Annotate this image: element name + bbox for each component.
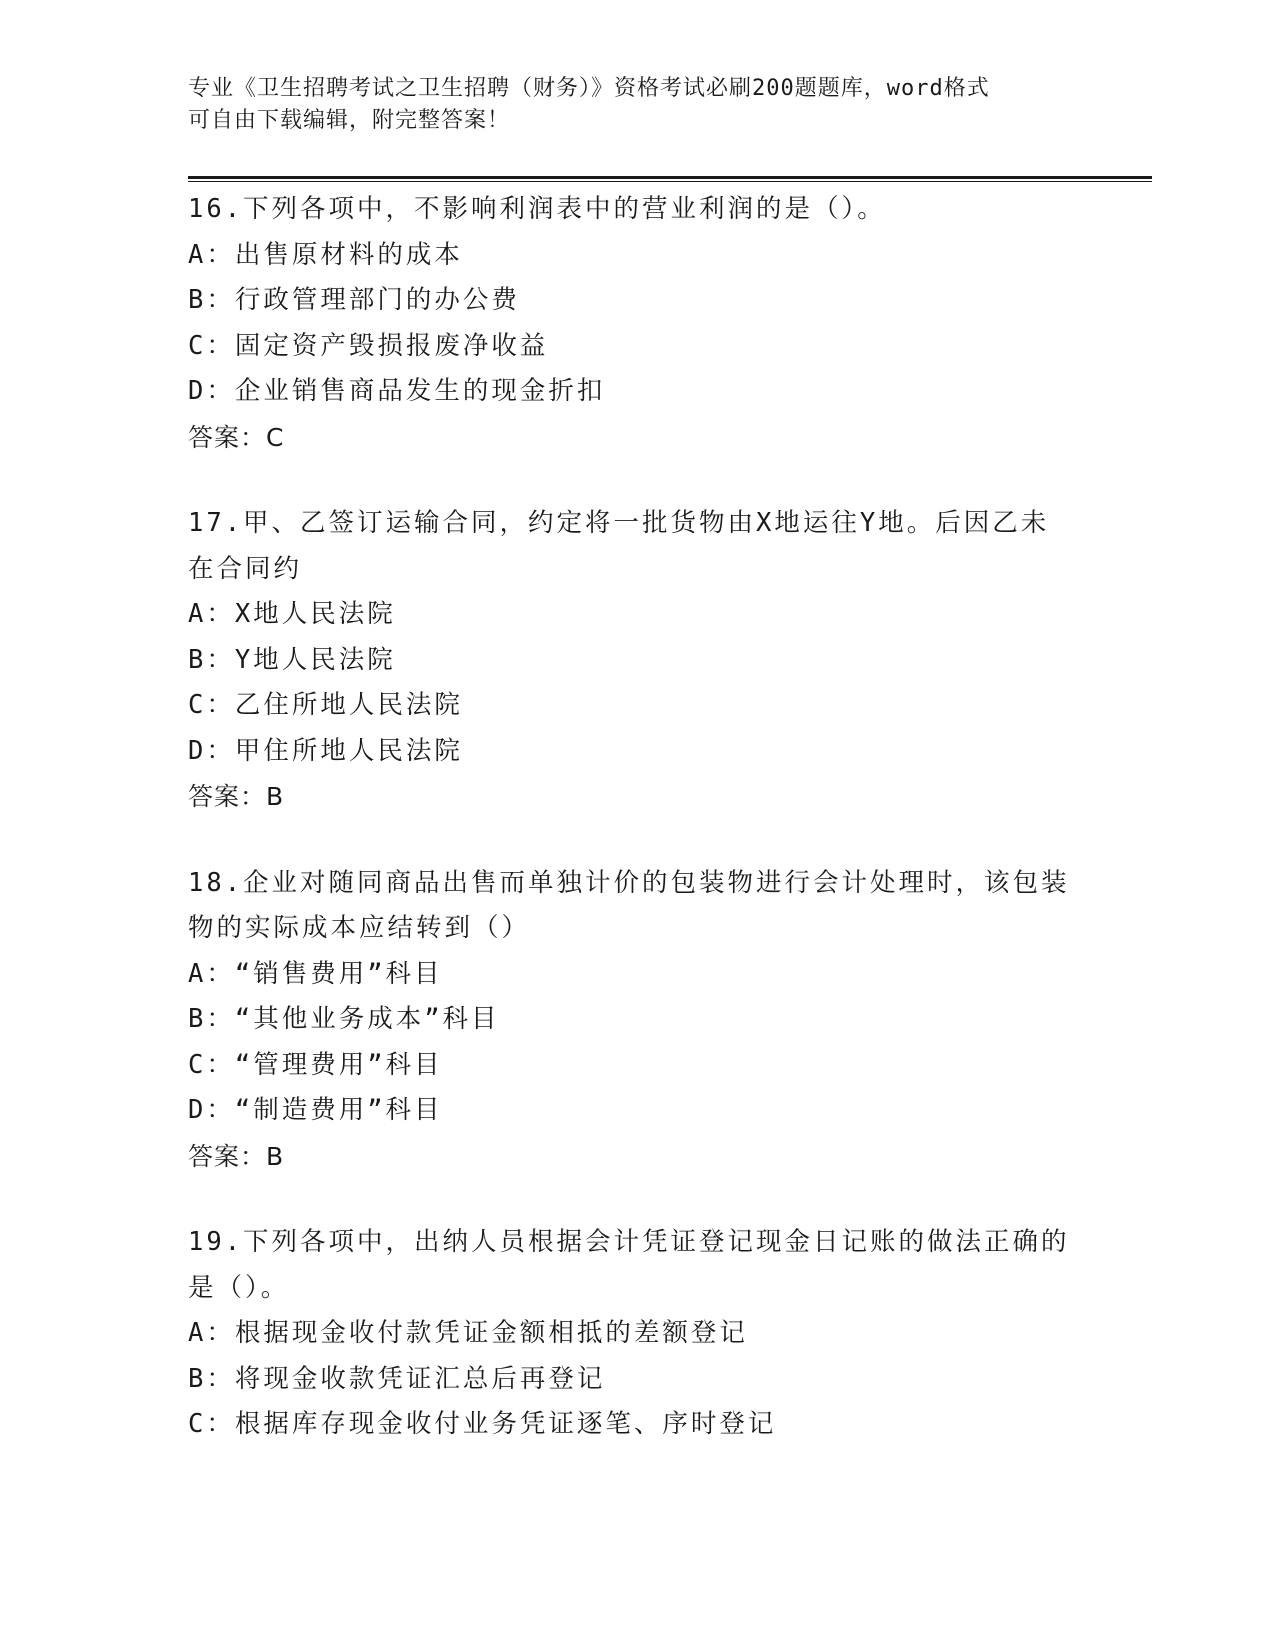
option-b: B：Y地人民法院 [188,644,396,675]
question-stem: 18.企业对随同商品出售而单独计价的包装物进行会计处理时，该包装 [188,867,1070,898]
option-d: D：甲住所地人民法院 [188,735,463,766]
question-stem: 19.下列各项中，出纳人员根据会计凭证登记现金日记账的做法正确的 [188,1227,1070,1257]
option-c: C：“管理费用”科目 [188,1049,443,1080]
question-16 [188,187,1088,460]
question-stem-continued: 物的实际成本应结转到（） [188,913,531,943]
answer-line: 答案：C [188,422,285,452]
option-a: A：X地人民法院 [188,599,396,629]
option-a: A：出售原材料的成本 [188,239,463,270]
answer-line: 答案：B [188,782,285,811]
option-c: C：乙住所地人民法院 [188,690,463,720]
option-a: A：“销售费用”科目 [188,958,443,989]
option-a: A：根据现金收付款凭证金额相抵的差额登记 [188,1318,748,1348]
header-line-2: 可自由下载编辑，附完整答案！ [188,108,511,133]
option-b: B：“其他业务成本”科目 [188,1004,500,1034]
option-c: C：根据库存现金收付业务凭证逐笔、序时登记 [188,1409,777,1439]
question-19 [188,1220,1088,1448]
header-line-1: 专业《卫生招聘考试之卫生招聘（财务）》资格考试必刷200题题库，word格式 [188,76,990,101]
question-stem: 17.甲、乙签订运输合同，约定将一批货物由X地运往Y地。后因乙未 [188,508,1050,538]
header-divider-thick [188,176,1152,179]
option-d: D：“制造费用”科目 [188,1095,443,1125]
option-c: C：固定资产毁损报废净收益 [188,330,549,361]
option-b: B：行政管理部门的办公费 [188,285,520,315]
option-d: D：企业销售商品发生的现金折扣 [188,376,606,406]
question-stem-continued: 在合同约 [188,553,303,584]
question-stem-continued: 是（）。 [188,1272,290,1303]
option-b: B：将现金收款凭证汇总后再登记 [188,1363,606,1394]
question-17 [188,501,1088,820]
header-divider-thin [188,181,1152,182]
document-header [188,73,1068,137]
question-stem: 16.下列各项中，不影响利润表中的营业利润的是（）。 [188,194,886,224]
question-list [188,187,1088,1489]
question-18 [188,861,1088,1180]
answer-line: 答案：B [188,1141,285,1171]
